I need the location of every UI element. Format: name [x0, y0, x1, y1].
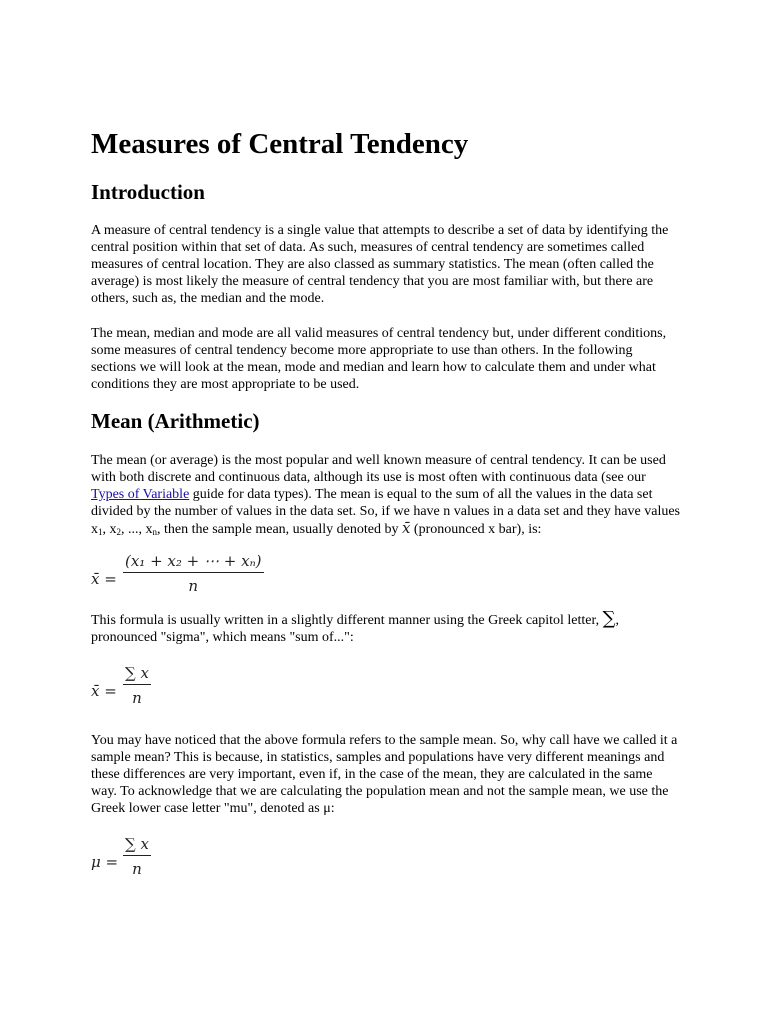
formula2-fraction — [123, 664, 151, 707]
document-content — [91, 124, 681, 885]
formula3-denominator: n — [132, 860, 142, 878]
formula3-lhs: μ = — [91, 853, 119, 871]
sample-mean-formula-expanded — [91, 552, 681, 604]
types-of-variable-link[interactable]: Types of Variable — [91, 487, 190, 502]
mean-p1-text-2: guide for data types). The mean is equal to the sum of all the values in the data set divided by the number of values in the data set. So, if we have n values in a data set and they have values x — [91, 487, 680, 537]
introduction-paragraph-1: A measure of central tendency is a single value that attempts to describe a set of data by identifying the central position within that set of data. As such, measures of central tendency are sometimes called measures of central location. They are also classed as summary statistics. The mean (often called the average) is most likely the measure of central tendency that you are most familiar with, but there are others, such as, the median and the mode. — [91, 223, 669, 306]
subscript-1: 1 — [98, 527, 103, 537]
formula3-fraction — [123, 835, 151, 878]
x-bar-symbol: x̄ — [401, 519, 411, 537]
mean-paragraph-1 — [91, 452, 681, 538]
sigma-symbol: ∑ — [602, 608, 616, 629]
formula2-numerator: ∑ x — [125, 664, 149, 682]
mean-p1-sep-1: , x — [102, 522, 117, 537]
mean-paragraph-2 — [91, 610, 681, 646]
formula3-numerator: ∑ x — [125, 835, 149, 853]
mean-paragraph-3: You may have noticed that the above formula refers to the sample mean. So, why call have we called it a sample mean? This is because, in statistics, samples and populations have very different meanings and these differences are very important, even if, in the case of the mean, they are calculated in the same way. To acknowledge that we are calculating the population mean and not the sample mean, we use the Greek lower case letter "mu", denoted as μ: — [91, 733, 678, 816]
mean-p2-text-2: , pronounced "sigma", which means "sum of...": — [91, 613, 619, 645]
formula1-denominator: n — [188, 577, 199, 595]
mean-heading: Mean (Arithmetic) — [91, 409, 260, 433]
population-mean-formula — [91, 835, 681, 885]
mean-p1-sep-2: , ..., x — [121, 522, 153, 537]
formula1-fraction — [123, 552, 264, 595]
mean-p1-text-1: The mean (or average) is the most popular and well known measure of central tendency. It can be used with both discrete and continuous data, although its use is most often with continuous data (see our — [91, 453, 666, 485]
formula1-numerator: (x₁ + x₂ + ⋯ + xₙ) — [125, 552, 262, 570]
mean-p2-text-1: This formula is usually written in a slightly different manner using the Greek capitol letter, — [91, 613, 603, 628]
sample-mean-formula-sigma — [91, 664, 681, 714]
mean-p1-text-3: , then the sample mean, usually denoted by — [157, 522, 402, 537]
subscript-n: n — [152, 527, 157, 537]
page-title: Measures of Central Tendency — [91, 128, 469, 160]
subscript-2: 2 — [116, 527, 121, 537]
formula1-lhs: x̄ = — [91, 570, 117, 588]
introduction-heading: Introduction — [91, 180, 205, 204]
formula2-denominator: n — [132, 689, 142, 707]
formula2-lhs: x̄ = — [91, 682, 117, 700]
introduction-paragraph-2: The mean, median and mode are all valid measures of central tendency but, under different conditions, some measures of central tendency become more appropriate to use than others. In the following sections we will look at the mean, mode and median and learn how to calculate them and under what conditions they are most appropriate to be used. — [91, 326, 667, 392]
mean-p1-text-4: (pronounced x bar), is: — [410, 522, 542, 537]
